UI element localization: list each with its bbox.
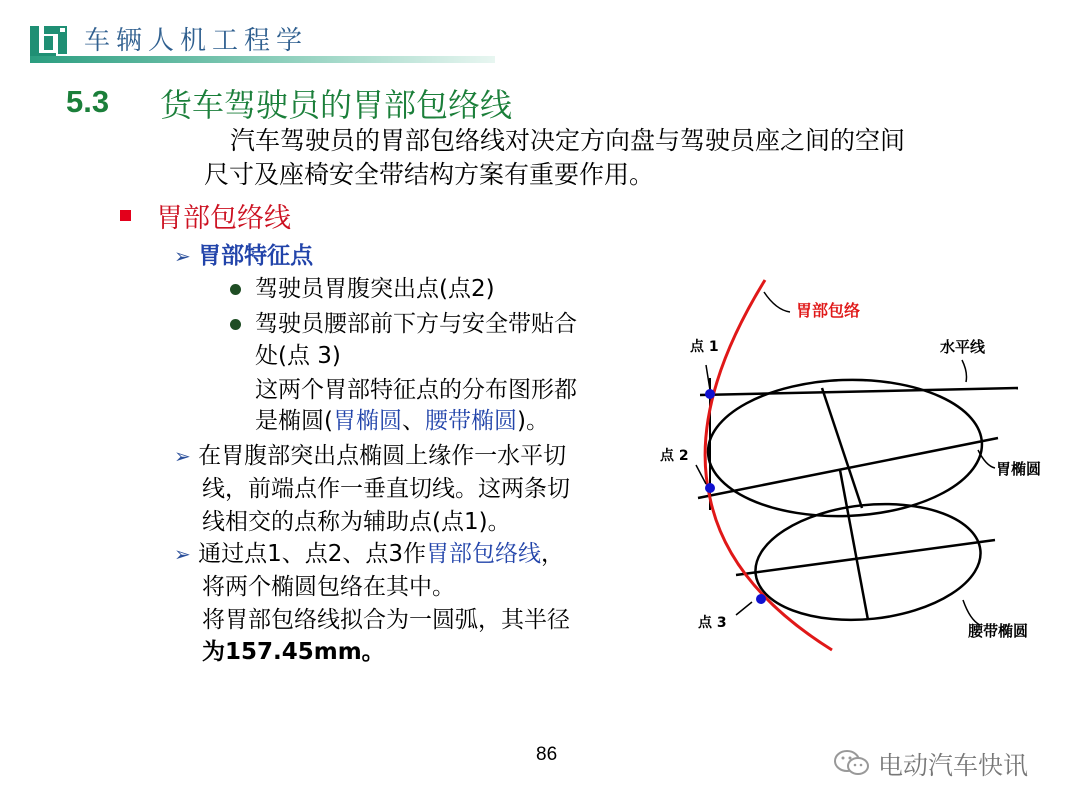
- page-number: 86: [536, 744, 558, 765]
- round-bullet-icon: [230, 319, 241, 330]
- feature-point-3: 驾驶员腰部前下方与安全带贴合: [230, 308, 577, 340]
- header-divider: [30, 56, 495, 63]
- p1-leader: [706, 365, 710, 390]
- point-1: [705, 389, 715, 399]
- section-number: 5.3: [66, 84, 110, 119]
- tangent-line-2: 线，前端点作一垂直切线。这两条切: [202, 476, 570, 502]
- envelope-arc: [705, 280, 832, 650]
- belt-minor-axis: [840, 470, 868, 620]
- intro-line-2: 尺寸及座椅安全带结构方案有重要作用。: [204, 160, 655, 189]
- ellipse-note-line-2: 是椭圆(胃椭圆、腰带椭圆)。: [255, 408, 549, 434]
- intro-paragraph: [204, 124, 984, 192]
- feature-point-2: 驾驶员胃腹突出点(点2): [230, 273, 495, 305]
- arrow-bullet-icon: ➢: [174, 444, 191, 468]
- envelope-line-2: 将两个椭圆包络在其中。: [202, 574, 455, 600]
- label-p1: 点 1: [690, 339, 719, 355]
- sub-item-label: 胃部特征点: [198, 243, 314, 269]
- term-belt-ellipse: 腰带椭圆: [424, 408, 517, 434]
- stomach-minor-axis: [822, 388, 862, 508]
- wechat-icon: [832, 748, 872, 778]
- sub-item-tangent-lines: ➢ 在胃腹部突出点椭圆上缘作一水平切: [174, 443, 567, 469]
- arrow-bullet-icon: ➢: [174, 244, 191, 268]
- envelope-leader: [764, 292, 790, 312]
- sub-item-feature-points: [174, 240, 313, 272]
- brand-watermark: 电动汽车快讯: [878, 751, 1029, 780]
- belt-major-axis: [736, 540, 995, 575]
- section-title: 货车驾驶员的胃部包络线: [160, 86, 513, 124]
- stomach-envelope-diagram: [650, 270, 1070, 660]
- envelope-line-4: 为157.45mm。: [202, 639, 385, 665]
- label-p2: 点 2: [660, 448, 689, 464]
- label-belt-ellipse: 腰带椭圆: [968, 622, 1029, 640]
- course-title: 车辆人机工程学: [84, 26, 309, 56]
- label-stomach-ellipse: 胃椭圆: [996, 460, 1042, 478]
- term-stomach-ellipse: 胃椭圆: [332, 408, 402, 434]
- label-p3: 点 3: [698, 615, 727, 631]
- feature-point-3-cont: 处(点 3): [255, 343, 341, 369]
- arrow-bullet-icon: ➢: [174, 542, 191, 566]
- point-2: [705, 483, 715, 493]
- term-envelope: 胃部包络线: [425, 541, 541, 567]
- envelope-line-3: 将胃部包络线拟合为一圆弧，其半径: [202, 607, 570, 633]
- square-bullet-icon: [120, 210, 131, 221]
- bullet-envelope: 胃部包络线: [156, 203, 291, 234]
- tangent-line-3: 线相交的点称为辅助点(点1)。: [202, 509, 511, 535]
- label-horizontal: 水平线: [940, 338, 986, 356]
- sub-item-envelope-fit: ➢ 通过点1、点2、点3作胃部包络线，: [174, 541, 564, 567]
- label-envelope: 胃部包络: [796, 301, 861, 320]
- point-3: [756, 594, 766, 604]
- horizontal-tangent-line: [700, 388, 1018, 395]
- horizontal-leader: [962, 360, 967, 382]
- p3-leader: [736, 602, 752, 615]
- intro-line-1: 汽车驾驶员的胃部包络线对决定方向盘与驾驶员座之间的空间: [230, 126, 906, 155]
- round-bullet-icon: [230, 284, 241, 295]
- ellipse-note-line-1: 这两个胃部特征点的分布图形都: [255, 377, 577, 403]
